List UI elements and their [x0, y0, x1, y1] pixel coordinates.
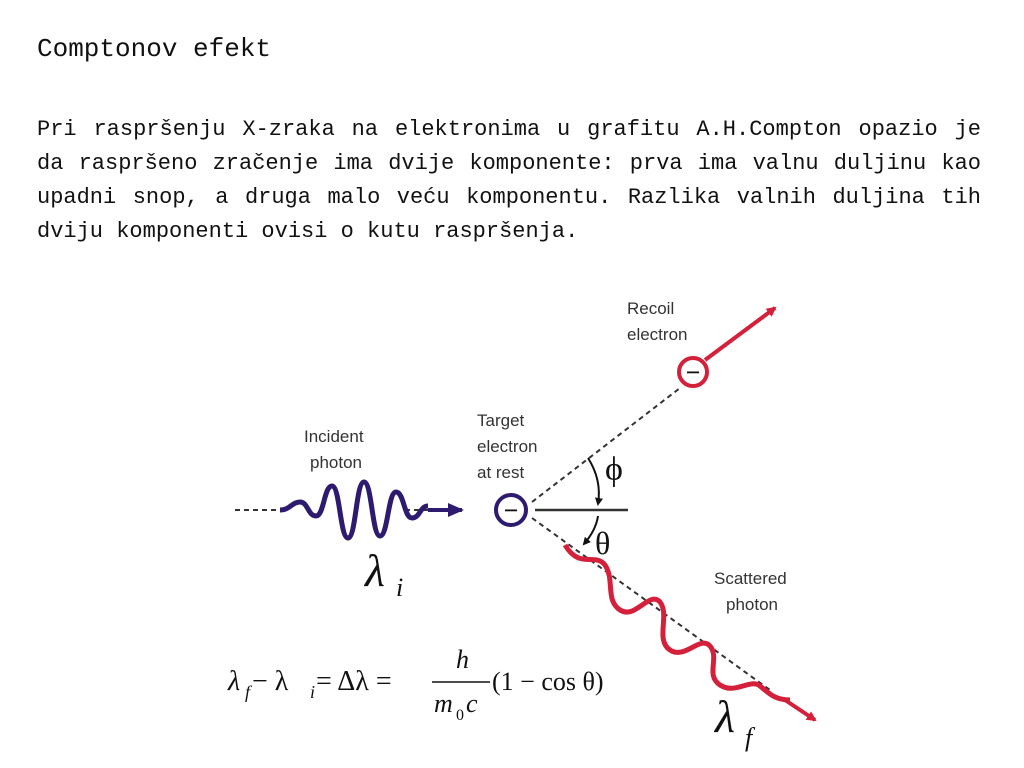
recoil-arrow [705, 308, 775, 360]
recoil-electron [679, 358, 707, 387]
svg-text:λ: λ [365, 545, 385, 596]
scattered-photon-arrow [785, 700, 815, 720]
slide-paragraph: Pri raspršenju X-zraka na elektronima u grafitu A.H.Compton opazio je da raspršeno zračenje ima dvije komponente: prva ima valnu duljinu kao upadni snop, a druga malo veću komponentu. Razlika valnih duljina tih dviju komponenti ovisi o kutu raspršenja. [37, 117, 981, 244]
target-electron [496, 495, 526, 525]
lambda-f-label [713, 691, 756, 752]
svg-text:c: c [466, 689, 478, 718]
svg-text:−: − [685, 358, 701, 387]
incident-label-line1: Incident [304, 427, 364, 446]
svg-text:λ: λ [228, 666, 241, 697]
svg-text:f: f [245, 682, 251, 702]
svg-text:i: i [396, 573, 404, 602]
scattered-label-line2: photon [726, 595, 778, 614]
scattered-label-line1: Scattered [714, 569, 787, 588]
target-label-line2: electron [477, 437, 538, 456]
svg-text:λ: λ [715, 691, 735, 742]
recoil-label-line2: electron [627, 325, 688, 344]
incident-photon-wave [280, 482, 428, 538]
target-label-line3: at rest [477, 463, 525, 482]
compton-diagram [200, 290, 840, 760]
slide-title: Comptonov efekt [37, 34, 272, 64]
svg-text:0: 0 [456, 707, 464, 724]
theta-symbol: θ [595, 525, 611, 561]
svg-text:= Δλ =: = Δλ = [316, 666, 392, 697]
svg-text:f: f [745, 723, 753, 752]
svg-text:i: i [310, 682, 316, 702]
phi-angle-arrow [588, 458, 599, 504]
phi-symbol: ϕ [605, 451, 623, 488]
recoil-label-line1: Recoil [627, 299, 675, 318]
svg-text:(1 − cos θ): (1 − cos θ) [492, 667, 604, 696]
svg-text:− λ: − λ [252, 666, 289, 697]
target-label-line1: Target [477, 411, 525, 430]
lambda-i-label [363, 545, 403, 602]
incident-label-line2: photon [310, 453, 362, 472]
svg-text:−: − [503, 496, 519, 525]
svg-text:m: m [434, 689, 453, 718]
compton-formula [227, 645, 604, 724]
formula-numerator: h [456, 645, 469, 674]
